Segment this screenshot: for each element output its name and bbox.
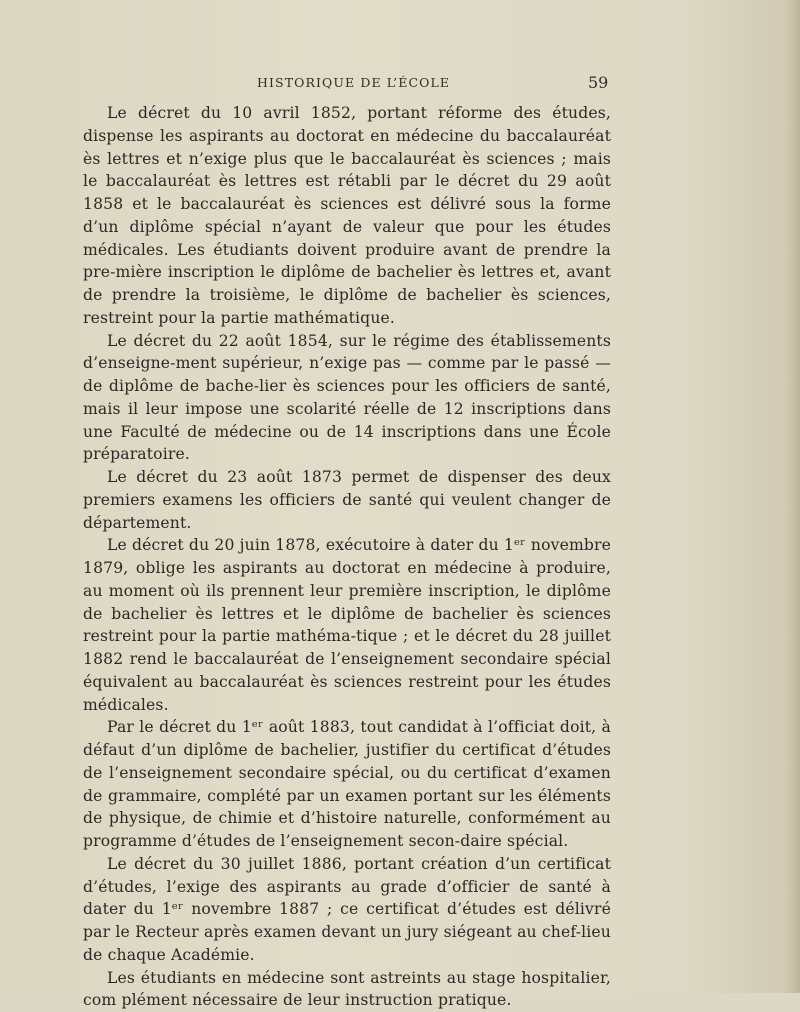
body-text — [83, 102, 611, 1012]
paragraph-decret-1878: Le décret du 20 juin 1878, exécutoire à dater du 1ᵉʳ novembre 1879, oblige les aspirants au doctorat en médecine à produire, au moment où ils prennent leur première inscription, le diplôme de bachelier ès lettres et le diplôme de bachelier ès sciences restreint pour la partie mathéma-tique ; et le décret du 28 juillet 1882 rend le baccalauréat de l’enseignement secondaire spécial équivalent au baccalauréat ès sciences restreint pour les études médicales. — [83, 534, 611, 716]
page-edge-shadow — [786, 0, 800, 993]
running-title: HISTORIQUE DE L’ÉCOLE — [257, 75, 450, 90]
paragraph-decret-1883: Par le décret du 1ᵉʳ août 1883, tout candidat à l’officiat doit, à défaut d’un diplôme de bachelier, justifier du certificat d’études de l’enseignement secondaire spécial, ou du certificat d’examen de grammaire, complété par un examen portant sur les éléments de physique, de chimie et d’histoire naturelle, conformément au programme d’études de l’enseignement secon-daire spécial. — [83, 716, 611, 853]
paragraph-stage-hospitalier: Les étudiants en médecine sont astreints au stage hospitalier, com plément nécessaire de leur instruction pratique. — [83, 967, 611, 1012]
paragraph-decret-1854: Le décret du 22 août 1854, sur le régime des établissements d’enseigne-ment supérieur, n’exige pas — comme par le passé — de diplôme de bache-lier ès sciences pour les officiers de santé, mais il leur impose une scolarité réelle de 12 inscriptions dans une Faculté de médecine ou de 14 inscriptions dans une École préparatoire. — [83, 330, 611, 467]
paragraph-decret-1886: Le décret du 30 juillet 1886, portant création d’un certificat d’études, l’exige des aspirants au grade d’officier de santé à dater du 1ᵉʳ novembre 1887 ; ce certificat d’études est délivré par le Recteur après examen devant un jury siégeant au chef-lieu de chaque Académie. — [83, 853, 611, 967]
page-number: 59 — [588, 73, 608, 92]
paragraph-decret-1852: Le décret du 10 avril 1852, portant réforme des études, dispense les aspirants au doctorat en médecine du baccalauréat ès lettres et n’exige plus que le baccalauréat ès sciences ; mais le baccalauréat ès lettres est rétabli par le décret du 29 août 1858 et le baccalauréat ès sciences est délivré sous la forme d’un diplôme spécial n’ayant de valeur que pour les études médicales. Les étudiants doivent produire avant de prendre la pre-mière inscription le diplôme de bachelier ès lettres et, avant de prendre la troisième, le diplôme de bachelier ès sciences, restreint pour la partie mathématique. — [83, 102, 611, 330]
paragraph-decret-1873: Le décret du 23 août 1873 permet de dispenser des deux premiers examens les officiers de santé qui veulent changer de département. — [83, 466, 611, 534]
running-head — [0, 73, 800, 97]
